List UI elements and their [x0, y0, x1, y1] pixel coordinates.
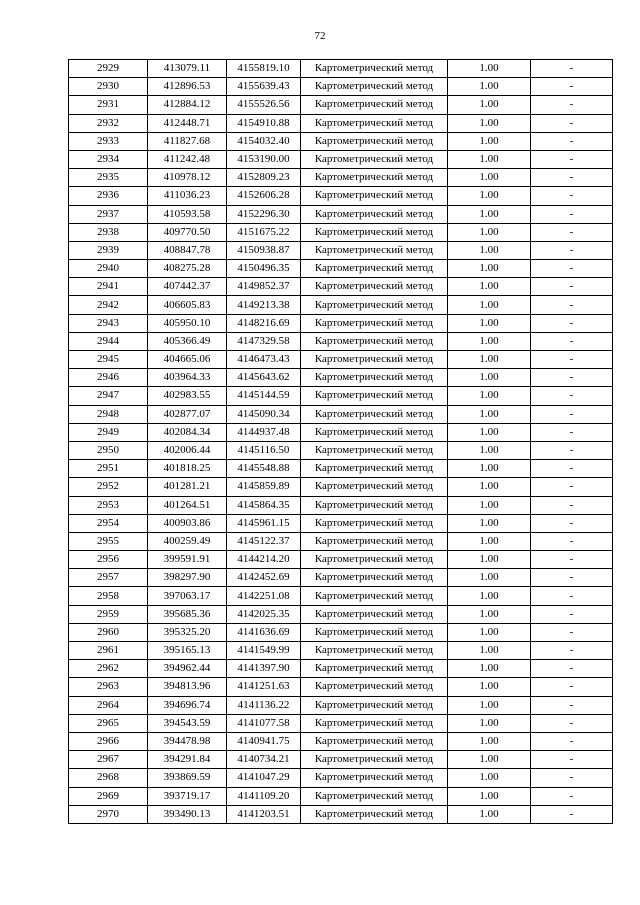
- accuracy-cell: 1.00: [448, 460, 531, 478]
- x-coordinate-cell: 401818.25: [148, 460, 227, 478]
- x-coordinate-cell: 400903.86: [148, 514, 227, 532]
- point-number-cell: 2941: [69, 278, 148, 296]
- method-cell: Картометрический метод: [301, 787, 448, 805]
- point-number-cell: 2952: [69, 478, 148, 496]
- y-coordinate-cell: 4145961.15: [227, 514, 301, 532]
- accuracy-cell: 1.00: [448, 660, 531, 678]
- note-cell: -: [531, 441, 613, 459]
- note-cell: -: [531, 569, 613, 587]
- y-coordinate-cell: 4141203.51: [227, 805, 301, 823]
- x-coordinate-cell: 395165.13: [148, 642, 227, 660]
- accuracy-cell: 1.00: [448, 369, 531, 387]
- x-coordinate-cell: 405366.49: [148, 332, 227, 350]
- method-cell: Картометрический метод: [301, 314, 448, 332]
- y-coordinate-cell: 4147329.58: [227, 332, 301, 350]
- accuracy-cell: 1.00: [448, 805, 531, 823]
- x-coordinate-cell: 413079.11: [148, 60, 227, 78]
- table-row: [69, 60, 613, 78]
- y-coordinate-cell: 4141077.58: [227, 714, 301, 732]
- note-cell: -: [531, 514, 613, 532]
- note-cell: -: [531, 751, 613, 769]
- table-row: [69, 241, 613, 259]
- point-number-cell: 2958: [69, 587, 148, 605]
- x-coordinate-cell: 394478.98: [148, 732, 227, 750]
- method-cell: Картометрический метод: [301, 623, 448, 641]
- note-cell: -: [531, 587, 613, 605]
- y-coordinate-cell: 4155526.56: [227, 96, 301, 114]
- point-number-cell: 2957: [69, 569, 148, 587]
- y-coordinate-cell: 4145864.35: [227, 496, 301, 514]
- note-cell: -: [531, 460, 613, 478]
- point-number-cell: 2969: [69, 787, 148, 805]
- accuracy-cell: 1.00: [448, 532, 531, 550]
- table-row: [69, 587, 613, 605]
- y-coordinate-cell: 4150496.35: [227, 260, 301, 278]
- accuracy-cell: 1.00: [448, 223, 531, 241]
- x-coordinate-cell: 407442.37: [148, 278, 227, 296]
- y-coordinate-cell: 4141549.99: [227, 642, 301, 660]
- x-coordinate-cell: 408275.28: [148, 260, 227, 278]
- x-coordinate-cell: 408847.78: [148, 241, 227, 259]
- note-cell: -: [531, 387, 613, 405]
- accuracy-cell: 1.00: [448, 78, 531, 96]
- x-coordinate-cell: 406605.83: [148, 296, 227, 314]
- table-row: [69, 369, 613, 387]
- table-row: [69, 332, 613, 350]
- point-number-cell: 2947: [69, 387, 148, 405]
- y-coordinate-cell: 4152296.30: [227, 205, 301, 223]
- accuracy-cell: 1.00: [448, 496, 531, 514]
- y-coordinate-cell: 4145090.34: [227, 405, 301, 423]
- y-coordinate-cell: 4142251.08: [227, 587, 301, 605]
- accuracy-cell: 1.00: [448, 732, 531, 750]
- x-coordinate-cell: 393869.59: [148, 769, 227, 787]
- table-row: [69, 678, 613, 696]
- note-cell: -: [531, 150, 613, 168]
- x-coordinate-cell: 410978.12: [148, 169, 227, 187]
- table-row: [69, 423, 613, 441]
- method-cell: Картометрический метод: [301, 169, 448, 187]
- x-coordinate-cell: 411827.68: [148, 132, 227, 150]
- point-number-cell: 2931: [69, 96, 148, 114]
- table-row: [69, 387, 613, 405]
- y-coordinate-cell: 4140941.75: [227, 732, 301, 750]
- point-number-cell: 2936: [69, 187, 148, 205]
- accuracy-cell: 1.00: [448, 114, 531, 132]
- method-cell: Картометрический метод: [301, 496, 448, 514]
- y-coordinate-cell: 4145144.59: [227, 387, 301, 405]
- method-cell: Картометрический метод: [301, 332, 448, 350]
- table-row: [69, 405, 613, 423]
- table-row: [69, 514, 613, 532]
- table-row: [69, 805, 613, 823]
- method-cell: Картометрический метод: [301, 369, 448, 387]
- method-cell: Картометрический метод: [301, 387, 448, 405]
- x-coordinate-cell: 402877.07: [148, 405, 227, 423]
- table-row: [69, 460, 613, 478]
- accuracy-cell: 1.00: [448, 169, 531, 187]
- y-coordinate-cell: 4142452.69: [227, 569, 301, 587]
- point-number-cell: 2963: [69, 678, 148, 696]
- method-cell: Картометрический метод: [301, 296, 448, 314]
- point-number-cell: 2954: [69, 514, 148, 532]
- x-coordinate-cell: 395325.20: [148, 623, 227, 641]
- accuracy-cell: 1.00: [448, 787, 531, 805]
- note-cell: -: [531, 405, 613, 423]
- table-row: [69, 150, 613, 168]
- x-coordinate-cell: 412896.53: [148, 78, 227, 96]
- note-cell: -: [531, 78, 613, 96]
- table-row: [69, 351, 613, 369]
- point-number-cell: 2934: [69, 150, 148, 168]
- accuracy-cell: 1.00: [448, 441, 531, 459]
- table-row: [69, 223, 613, 241]
- note-cell: -: [531, 351, 613, 369]
- coordinates-table: [68, 59, 613, 824]
- method-cell: Картометрический метод: [301, 96, 448, 114]
- note-cell: -: [531, 478, 613, 496]
- accuracy-cell: 1.00: [448, 296, 531, 314]
- accuracy-cell: 1.00: [448, 314, 531, 332]
- point-number-cell: 2933: [69, 132, 148, 150]
- method-cell: Картометрический метод: [301, 441, 448, 459]
- note-cell: -: [531, 678, 613, 696]
- point-number-cell: 2959: [69, 605, 148, 623]
- accuracy-cell: 1.00: [448, 96, 531, 114]
- method-cell: Картометрический метод: [301, 805, 448, 823]
- accuracy-cell: 1.00: [448, 387, 531, 405]
- table-row: [69, 114, 613, 132]
- x-coordinate-cell: 394962.44: [148, 660, 227, 678]
- note-cell: -: [531, 769, 613, 787]
- table-row: [69, 751, 613, 769]
- note-cell: -: [531, 496, 613, 514]
- x-coordinate-cell: 398297.90: [148, 569, 227, 587]
- accuracy-cell: 1.00: [448, 714, 531, 732]
- method-cell: Картометрический метод: [301, 569, 448, 587]
- method-cell: Картометрический метод: [301, 278, 448, 296]
- note-cell: -: [531, 423, 613, 441]
- table-row: [69, 769, 613, 787]
- accuracy-cell: 1.00: [448, 623, 531, 641]
- accuracy-cell: 1.00: [448, 132, 531, 150]
- point-number-cell: 2930: [69, 78, 148, 96]
- x-coordinate-cell: 412884.12: [148, 96, 227, 114]
- table-row: [69, 732, 613, 750]
- point-number-cell: 2960: [69, 623, 148, 641]
- accuracy-cell: 1.00: [448, 351, 531, 369]
- accuracy-cell: 1.00: [448, 587, 531, 605]
- point-number-cell: 2964: [69, 696, 148, 714]
- x-coordinate-cell: 399591.91: [148, 551, 227, 569]
- table-row: [69, 96, 613, 114]
- method-cell: Картометрический метод: [301, 751, 448, 769]
- table-row: [69, 314, 613, 332]
- note-cell: -: [531, 660, 613, 678]
- method-cell: Картометрический метод: [301, 769, 448, 787]
- point-number-cell: 2937: [69, 205, 148, 223]
- y-coordinate-cell: 4155819.10: [227, 60, 301, 78]
- point-number-cell: 2940: [69, 260, 148, 278]
- accuracy-cell: 1.00: [448, 551, 531, 569]
- method-cell: Картометрический метод: [301, 732, 448, 750]
- note-cell: -: [531, 623, 613, 641]
- x-coordinate-cell: 411242.48: [148, 150, 227, 168]
- table-row: [69, 478, 613, 496]
- method-cell: Картометрический метод: [301, 642, 448, 660]
- y-coordinate-cell: 4145859.89: [227, 478, 301, 496]
- y-coordinate-cell: 4141251.63: [227, 678, 301, 696]
- note-cell: -: [531, 551, 613, 569]
- point-number-cell: 2950: [69, 441, 148, 459]
- method-cell: Картометрический метод: [301, 460, 448, 478]
- table-row: [69, 278, 613, 296]
- note-cell: -: [531, 732, 613, 750]
- point-number-cell: 2970: [69, 805, 148, 823]
- table-row: [69, 260, 613, 278]
- table-row: [69, 187, 613, 205]
- y-coordinate-cell: 4153190.00: [227, 150, 301, 168]
- page-number: 72: [314, 30, 326, 42]
- method-cell: Картометрический метод: [301, 150, 448, 168]
- table-row: [69, 714, 613, 732]
- method-cell: Картометрический метод: [301, 114, 448, 132]
- accuracy-cell: 1.00: [448, 514, 531, 532]
- note-cell: -: [531, 223, 613, 241]
- method-cell: Картометрический метод: [301, 514, 448, 532]
- point-number-cell: 2935: [69, 169, 148, 187]
- method-cell: Картометрический метод: [301, 241, 448, 259]
- y-coordinate-cell: 4148216.69: [227, 314, 301, 332]
- point-number-cell: 2943: [69, 314, 148, 332]
- y-coordinate-cell: 4150938.87: [227, 241, 301, 259]
- y-coordinate-cell: 4141397.90: [227, 660, 301, 678]
- note-cell: -: [531, 132, 613, 150]
- x-coordinate-cell: 393490.13: [148, 805, 227, 823]
- y-coordinate-cell: 4155639.43: [227, 78, 301, 96]
- y-coordinate-cell: 4146473.43: [227, 351, 301, 369]
- table-row: [69, 623, 613, 641]
- accuracy-cell: 1.00: [448, 642, 531, 660]
- method-cell: Картометрический метод: [301, 714, 448, 732]
- note-cell: -: [531, 369, 613, 387]
- point-number-cell: 2945: [69, 351, 148, 369]
- accuracy-cell: 1.00: [448, 150, 531, 168]
- accuracy-cell: 1.00: [448, 769, 531, 787]
- y-coordinate-cell: 4152809.23: [227, 169, 301, 187]
- table-row: [69, 205, 613, 223]
- point-number-cell: 2942: [69, 296, 148, 314]
- coordinates-table-body: [69, 60, 613, 824]
- note-cell: -: [531, 532, 613, 550]
- accuracy-cell: 1.00: [448, 569, 531, 587]
- x-coordinate-cell: 401264.51: [148, 496, 227, 514]
- point-number-cell: 2955: [69, 532, 148, 550]
- note-cell: -: [531, 241, 613, 259]
- table-row: [69, 660, 613, 678]
- note-cell: -: [531, 169, 613, 187]
- accuracy-cell: 1.00: [448, 187, 531, 205]
- method-cell: Картометрический метод: [301, 205, 448, 223]
- method-cell: Картометрический метод: [301, 532, 448, 550]
- x-coordinate-cell: 400259.49: [148, 532, 227, 550]
- accuracy-cell: 1.00: [448, 332, 531, 350]
- x-coordinate-cell: 393719.17: [148, 787, 227, 805]
- y-coordinate-cell: 4144937.48: [227, 423, 301, 441]
- method-cell: Картометрический метод: [301, 587, 448, 605]
- point-number-cell: 2967: [69, 751, 148, 769]
- note-cell: -: [531, 114, 613, 132]
- point-number-cell: 2961: [69, 642, 148, 660]
- point-number-cell: 2938: [69, 223, 148, 241]
- method-cell: Картометрический метод: [301, 678, 448, 696]
- point-number-cell: 2962: [69, 660, 148, 678]
- point-number-cell: 2948: [69, 405, 148, 423]
- x-coordinate-cell: 405950.10: [148, 314, 227, 332]
- accuracy-cell: 1.00: [448, 678, 531, 696]
- note-cell: -: [531, 187, 613, 205]
- table-row: [69, 787, 613, 805]
- x-coordinate-cell: 402006.44: [148, 441, 227, 459]
- note-cell: -: [531, 696, 613, 714]
- point-number-cell: 2946: [69, 369, 148, 387]
- method-cell: Картометрический метод: [301, 551, 448, 569]
- x-coordinate-cell: 404665.06: [148, 351, 227, 369]
- method-cell: Картометрический метод: [301, 351, 448, 369]
- note-cell: -: [531, 96, 613, 114]
- note-cell: -: [531, 642, 613, 660]
- note-cell: -: [531, 605, 613, 623]
- point-number-cell: 2949: [69, 423, 148, 441]
- method-cell: Картометрический метод: [301, 223, 448, 241]
- point-number-cell: 2932: [69, 114, 148, 132]
- y-coordinate-cell: 4141047.29: [227, 769, 301, 787]
- point-number-cell: 2939: [69, 241, 148, 259]
- y-coordinate-cell: 4140734.21: [227, 751, 301, 769]
- accuracy-cell: 1.00: [448, 696, 531, 714]
- method-cell: Картометрический метод: [301, 260, 448, 278]
- table-row: [69, 132, 613, 150]
- point-number-cell: 2965: [69, 714, 148, 732]
- y-coordinate-cell: 4151675.22: [227, 223, 301, 241]
- accuracy-cell: 1.00: [448, 205, 531, 223]
- point-number-cell: 2929: [69, 60, 148, 78]
- table-row: [69, 169, 613, 187]
- x-coordinate-cell: 402084.34: [148, 423, 227, 441]
- accuracy-cell: 1.00: [448, 605, 531, 623]
- method-cell: Картометрический метод: [301, 696, 448, 714]
- y-coordinate-cell: 4154910.88: [227, 114, 301, 132]
- method-cell: Картометрический метод: [301, 405, 448, 423]
- table-row: [69, 551, 613, 569]
- y-coordinate-cell: 4144214.20: [227, 551, 301, 569]
- accuracy-cell: 1.00: [448, 423, 531, 441]
- y-coordinate-cell: 4145116.50: [227, 441, 301, 459]
- y-coordinate-cell: 4141109.20: [227, 787, 301, 805]
- x-coordinate-cell: 394543.59: [148, 714, 227, 732]
- accuracy-cell: 1.00: [448, 241, 531, 259]
- table-row: [69, 696, 613, 714]
- method-cell: Картометрический метод: [301, 60, 448, 78]
- x-coordinate-cell: 401281.21: [148, 478, 227, 496]
- point-number-cell: 2956: [69, 551, 148, 569]
- x-coordinate-cell: 410593.58: [148, 205, 227, 223]
- y-coordinate-cell: 4145548.88: [227, 460, 301, 478]
- note-cell: -: [531, 714, 613, 732]
- table-row: [69, 605, 613, 623]
- table-row: [69, 441, 613, 459]
- x-coordinate-cell: 394291.84: [148, 751, 227, 769]
- method-cell: Картометрический метод: [301, 78, 448, 96]
- method-cell: Картометрический метод: [301, 132, 448, 150]
- x-coordinate-cell: 394696.74: [148, 696, 227, 714]
- accuracy-cell: 1.00: [448, 478, 531, 496]
- note-cell: -: [531, 278, 613, 296]
- note-cell: -: [531, 260, 613, 278]
- accuracy-cell: 1.00: [448, 260, 531, 278]
- table-row: [69, 532, 613, 550]
- x-coordinate-cell: 411036.23: [148, 187, 227, 205]
- note-cell: -: [531, 805, 613, 823]
- note-cell: -: [531, 314, 613, 332]
- table-row: [69, 569, 613, 587]
- method-cell: Картометрический метод: [301, 605, 448, 623]
- method-cell: Картометрический метод: [301, 187, 448, 205]
- note-cell: -: [531, 296, 613, 314]
- x-coordinate-cell: 403964.33: [148, 369, 227, 387]
- point-number-cell: 2968: [69, 769, 148, 787]
- table-row: [69, 496, 613, 514]
- note-cell: -: [531, 787, 613, 805]
- accuracy-cell: 1.00: [448, 278, 531, 296]
- x-coordinate-cell: 402983.55: [148, 387, 227, 405]
- point-number-cell: 2951: [69, 460, 148, 478]
- method-cell: Картометрический метод: [301, 660, 448, 678]
- x-coordinate-cell: 394813.96: [148, 678, 227, 696]
- y-coordinate-cell: 4152606.28: [227, 187, 301, 205]
- point-number-cell: 2953: [69, 496, 148, 514]
- method-cell: Картометрический метод: [301, 423, 448, 441]
- accuracy-cell: 1.00: [448, 60, 531, 78]
- note-cell: -: [531, 60, 613, 78]
- y-coordinate-cell: 4149852.37: [227, 278, 301, 296]
- x-coordinate-cell: 409770.50: [148, 223, 227, 241]
- y-coordinate-cell: 4141136.22: [227, 696, 301, 714]
- method-cell: Картометрический метод: [301, 478, 448, 496]
- y-coordinate-cell: 4149213.38: [227, 296, 301, 314]
- y-coordinate-cell: 4154032.40: [227, 132, 301, 150]
- table-row: [69, 78, 613, 96]
- y-coordinate-cell: 4145643.62: [227, 369, 301, 387]
- accuracy-cell: 1.00: [448, 751, 531, 769]
- table-row: [69, 296, 613, 314]
- y-coordinate-cell: 4145122.37: [227, 532, 301, 550]
- note-cell: -: [531, 205, 613, 223]
- y-coordinate-cell: 4141636.69: [227, 623, 301, 641]
- table-row: [69, 642, 613, 660]
- point-number-cell: 2966: [69, 732, 148, 750]
- y-coordinate-cell: 4142025.35: [227, 605, 301, 623]
- note-cell: -: [531, 332, 613, 350]
- point-number-cell: 2944: [69, 332, 148, 350]
- x-coordinate-cell: 395685.36: [148, 605, 227, 623]
- x-coordinate-cell: 412448.71: [148, 114, 227, 132]
- x-coordinate-cell: 397063.17: [148, 587, 227, 605]
- accuracy-cell: 1.00: [448, 405, 531, 423]
